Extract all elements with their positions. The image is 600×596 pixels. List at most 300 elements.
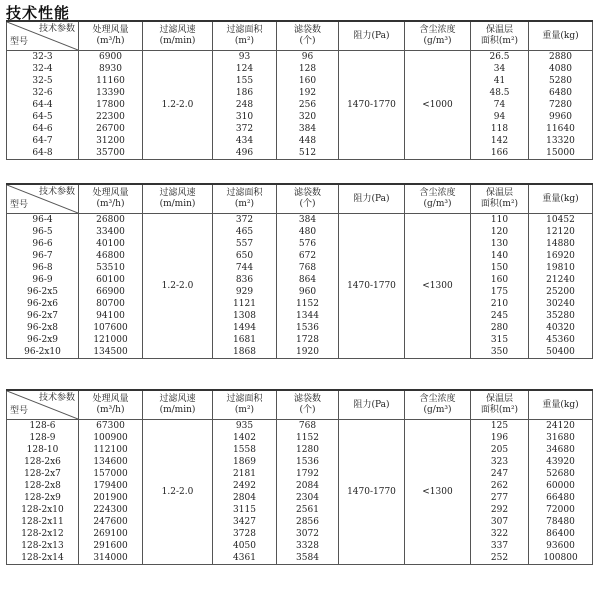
header-dust-line: 含尘浓度 bbox=[419, 188, 456, 198]
cell-bags: 960 bbox=[277, 286, 339, 298]
cell-airflow: 40100 bbox=[79, 238, 143, 250]
cell-airflow: 157000 bbox=[79, 468, 143, 480]
cell-airflow: 201900 bbox=[79, 492, 143, 504]
cell-model: 96-6 bbox=[7, 238, 79, 250]
cell-model: 64-8 bbox=[7, 147, 79, 160]
cell-airflow: 13390 bbox=[79, 87, 143, 99]
header-model: 型号 bbox=[10, 37, 29, 47]
header-velocity-line: (m/min) bbox=[159, 199, 196, 209]
table-row bbox=[7, 420, 593, 433]
cell-model: 32-4 bbox=[7, 63, 79, 75]
cell-model: 32-5 bbox=[7, 75, 79, 87]
cell-bags: 3328 bbox=[277, 540, 339, 552]
cell-weight: 86400 bbox=[529, 528, 593, 540]
cell-weight: 11640 bbox=[529, 123, 593, 135]
cell-velocity: 1.2-2.0 bbox=[143, 420, 213, 565]
cell-resistance: 1470-1770 bbox=[339, 51, 405, 160]
cell-weight: 50400 bbox=[529, 346, 593, 359]
cell-insulation: 41 bbox=[471, 75, 529, 87]
cell-area: 434 bbox=[213, 135, 277, 147]
table-row bbox=[7, 250, 593, 262]
cell-model: 64-5 bbox=[7, 111, 79, 123]
cell-area: 248 bbox=[213, 99, 277, 111]
cell-model: 128-2x8 bbox=[7, 480, 79, 492]
cell-weight: 19810 bbox=[529, 262, 593, 274]
spec-table bbox=[6, 20, 593, 160]
cell-insulation: 252 bbox=[471, 552, 529, 565]
table-row bbox=[7, 504, 593, 516]
cell-bags: 160 bbox=[277, 75, 339, 87]
cell-airflow: 11160 bbox=[79, 75, 143, 87]
header-resistance: 阻力(Pa) bbox=[339, 184, 405, 214]
cell-bags: 1536 bbox=[277, 322, 339, 334]
cell-insulation: 277 bbox=[471, 492, 529, 504]
header-bags-line: (个) bbox=[299, 199, 316, 209]
cell-insulation: 160 bbox=[471, 274, 529, 286]
spec-table bbox=[6, 183, 593, 359]
cell-airflow: 134500 bbox=[79, 346, 143, 359]
header-bags bbox=[277, 184, 339, 214]
cell-insulation: 120 bbox=[471, 226, 529, 238]
header-insulation-line: 保温层 bbox=[485, 188, 513, 198]
header-param-model bbox=[7, 184, 79, 214]
header-param: 技术参数 bbox=[38, 187, 75, 197]
cell-bags: 1536 bbox=[277, 456, 339, 468]
header-param-model bbox=[7, 390, 79, 420]
header-dust bbox=[405, 21, 471, 51]
cell-insulation: 166 bbox=[471, 147, 529, 160]
header-insulation-line: 面积(m²) bbox=[480, 36, 519, 46]
table-row bbox=[7, 528, 593, 540]
cell-area: 2804 bbox=[213, 492, 277, 504]
cell-airflow: 66900 bbox=[79, 286, 143, 298]
cell-bags: 1920 bbox=[277, 346, 339, 359]
cell-model: 96-8 bbox=[7, 262, 79, 274]
header-weight: 重量(kg) bbox=[529, 21, 593, 51]
cell-area: 4361 bbox=[213, 552, 277, 565]
cell-bags: 576 bbox=[277, 238, 339, 250]
header-area-line: (m²) bbox=[234, 405, 255, 415]
cell-insulation: 196 bbox=[471, 432, 529, 444]
cell-weight: 21240 bbox=[529, 274, 593, 286]
cell-area: 465 bbox=[213, 226, 277, 238]
cell-airflow: 107600 bbox=[79, 322, 143, 334]
header-bags-line: 滤袋数 bbox=[293, 188, 321, 198]
cell-bags: 256 bbox=[277, 99, 339, 111]
cell-area: 3115 bbox=[213, 504, 277, 516]
cell-insulation: 118 bbox=[471, 123, 529, 135]
cell-bags: 384 bbox=[277, 214, 339, 227]
cell-model: 64-7 bbox=[7, 135, 79, 147]
cell-airflow: 46800 bbox=[79, 250, 143, 262]
header-area bbox=[213, 390, 277, 420]
cell-weight: 16920 bbox=[529, 250, 593, 262]
header-insulation bbox=[471, 184, 529, 214]
cell-weight: 45360 bbox=[529, 334, 593, 346]
cell-bags: 2304 bbox=[277, 492, 339, 504]
cell-weight: 40320 bbox=[529, 322, 593, 334]
cell-area: 1681 bbox=[213, 334, 277, 346]
header-airflow-line: 处理风量 bbox=[92, 188, 129, 198]
cell-area: 557 bbox=[213, 238, 277, 250]
cell-insulation: 350 bbox=[471, 346, 529, 359]
cell-weight: 14880 bbox=[529, 238, 593, 250]
cell-insulation: 262 bbox=[471, 480, 529, 492]
cell-airflow: 112100 bbox=[79, 444, 143, 456]
cell-insulation: 48.5 bbox=[471, 87, 529, 99]
table-row bbox=[7, 346, 593, 359]
cell-weight: 9960 bbox=[529, 111, 593, 123]
table-row bbox=[7, 286, 593, 298]
cell-area: 744 bbox=[213, 262, 277, 274]
header-velocity bbox=[143, 21, 213, 51]
header-bags-line: 滤袋数 bbox=[293, 394, 321, 404]
cell-weight: 12120 bbox=[529, 226, 593, 238]
cell-insulation: 280 bbox=[471, 322, 529, 334]
cell-insulation: 94 bbox=[471, 111, 529, 123]
cell-airflow: 121000 bbox=[79, 334, 143, 346]
table-row bbox=[7, 480, 593, 492]
table-row bbox=[7, 322, 593, 334]
cell-model: 96-7 bbox=[7, 250, 79, 262]
table-row bbox=[7, 492, 593, 504]
cell-bags: 1792 bbox=[277, 468, 339, 480]
cell-airflow: 60100 bbox=[79, 274, 143, 286]
cell-airflow: 94100 bbox=[79, 310, 143, 322]
cell-airflow: 269100 bbox=[79, 528, 143, 540]
table-row bbox=[7, 516, 593, 528]
cell-area: 496 bbox=[213, 147, 277, 160]
header-bags-line: (个) bbox=[299, 36, 316, 46]
cell-airflow: 80700 bbox=[79, 298, 143, 310]
cell-model: 96-2x7 bbox=[7, 310, 79, 322]
table-row bbox=[7, 432, 593, 444]
cell-model: 128-2x11 bbox=[7, 516, 79, 528]
cell-insulation: 247 bbox=[471, 468, 529, 480]
cell-dust: <1300 bbox=[405, 214, 471, 359]
cell-model: 96-2x8 bbox=[7, 322, 79, 334]
cell-area: 1402 bbox=[213, 432, 277, 444]
cell-model: 64-4 bbox=[7, 99, 79, 111]
table-row bbox=[7, 552, 593, 565]
cell-bags: 320 bbox=[277, 111, 339, 123]
header-model: 型号 bbox=[10, 406, 29, 416]
cell-model: 96-5 bbox=[7, 226, 79, 238]
cell-bags: 3584 bbox=[277, 552, 339, 565]
cell-airflow: 31200 bbox=[79, 135, 143, 147]
header-param: 技术参数 bbox=[38, 24, 75, 34]
cell-airflow: 26800 bbox=[79, 214, 143, 227]
cell-model: 128-2x13 bbox=[7, 540, 79, 552]
cell-bags: 1728 bbox=[277, 334, 339, 346]
header-weight: 重量(kg) bbox=[529, 184, 593, 214]
cell-model: 96-2x10 bbox=[7, 346, 79, 359]
cell-insulation: 110 bbox=[471, 214, 529, 227]
cell-weight: 10452 bbox=[529, 214, 593, 227]
header-area-line: 过滤面积 bbox=[226, 25, 263, 35]
header-insulation bbox=[471, 21, 529, 51]
cell-weight: 6480 bbox=[529, 87, 593, 99]
cell-bags: 768 bbox=[277, 420, 339, 433]
cell-area: 3427 bbox=[213, 516, 277, 528]
table-row bbox=[7, 87, 593, 99]
cell-area: 1869 bbox=[213, 456, 277, 468]
header-airflow bbox=[79, 390, 143, 420]
table-row bbox=[7, 75, 593, 87]
cell-resistance: 1470-1770 bbox=[339, 214, 405, 359]
cell-insulation: 307 bbox=[471, 516, 529, 528]
header-dust-line: (g/m³) bbox=[423, 199, 452, 209]
header-resistance: 阻力(Pa) bbox=[339, 21, 405, 51]
cell-velocity: 1.2-2.0 bbox=[143, 214, 213, 359]
header-param-model bbox=[7, 21, 79, 51]
header-bags bbox=[277, 21, 339, 51]
cell-weight: 35280 bbox=[529, 310, 593, 322]
table-row bbox=[7, 456, 593, 468]
cell-model: 64-6 bbox=[7, 123, 79, 135]
cell-model: 96-2x6 bbox=[7, 298, 79, 310]
cell-bags: 3072 bbox=[277, 528, 339, 540]
cell-area: 1558 bbox=[213, 444, 277, 456]
cell-bags: 768 bbox=[277, 262, 339, 274]
cell-model: 128-2x7 bbox=[7, 468, 79, 480]
cell-weight: 43920 bbox=[529, 456, 593, 468]
cell-area: 155 bbox=[213, 75, 277, 87]
cell-weight: 13320 bbox=[529, 135, 593, 147]
table-row bbox=[7, 540, 593, 552]
cell-area: 2492 bbox=[213, 480, 277, 492]
table-row bbox=[7, 262, 593, 274]
cell-airflow: 17800 bbox=[79, 99, 143, 111]
header-row bbox=[7, 184, 593, 214]
header-velocity bbox=[143, 390, 213, 420]
header-velocity bbox=[143, 184, 213, 214]
cell-area: 836 bbox=[213, 274, 277, 286]
cell-airflow: 314000 bbox=[79, 552, 143, 565]
cell-bags: 96 bbox=[277, 51, 339, 64]
cell-airflow: 33400 bbox=[79, 226, 143, 238]
cell-model: 96-2x5 bbox=[7, 286, 79, 298]
cell-weight: 34680 bbox=[529, 444, 593, 456]
cell-area: 1308 bbox=[213, 310, 277, 322]
header-row bbox=[7, 390, 593, 420]
cell-bags: 128 bbox=[277, 63, 339, 75]
cell-bags: 2856 bbox=[277, 516, 339, 528]
cell-airflow: 100900 bbox=[79, 432, 143, 444]
table-row bbox=[7, 135, 593, 147]
header-area-line: (m²) bbox=[234, 36, 255, 46]
cell-airflow: 53510 bbox=[79, 262, 143, 274]
cell-weight: 2880 bbox=[529, 51, 593, 64]
header-model: 型号 bbox=[10, 200, 29, 210]
cell-area: 372 bbox=[213, 123, 277, 135]
cell-bags: 672 bbox=[277, 250, 339, 262]
cell-bags: 448 bbox=[277, 135, 339, 147]
header-airflow-line: (m³/h) bbox=[96, 405, 125, 415]
cell-area: 1494 bbox=[213, 322, 277, 334]
cell-weight: 5280 bbox=[529, 75, 593, 87]
table-row bbox=[7, 226, 593, 238]
cell-area: 372 bbox=[213, 214, 277, 227]
cell-bags: 2084 bbox=[277, 480, 339, 492]
table-row bbox=[7, 334, 593, 346]
cell-weight: 7280 bbox=[529, 99, 593, 111]
header-insulation-line: 保温层 bbox=[485, 394, 513, 404]
header-velocity-line: (m/min) bbox=[159, 405, 196, 415]
cell-weight: 30240 bbox=[529, 298, 593, 310]
header-bags bbox=[277, 390, 339, 420]
cell-insulation: 337 bbox=[471, 540, 529, 552]
cell-weight: 66480 bbox=[529, 492, 593, 504]
table-row bbox=[7, 51, 593, 64]
cell-insulation: 322 bbox=[471, 528, 529, 540]
cell-weight: 78480 bbox=[529, 516, 593, 528]
cell-insulation: 125 bbox=[471, 420, 529, 433]
cell-airflow: 35700 bbox=[79, 147, 143, 160]
cell-area: 2181 bbox=[213, 468, 277, 480]
cell-insulation: 175 bbox=[471, 286, 529, 298]
header-airflow-line: 处理风量 bbox=[92, 25, 129, 35]
header-area-line: (m²) bbox=[234, 199, 255, 209]
cell-insulation: 140 bbox=[471, 250, 529, 262]
cell-airflow: 224300 bbox=[79, 504, 143, 516]
cell-bags: 1152 bbox=[277, 432, 339, 444]
cell-model: 128-2x12 bbox=[7, 528, 79, 540]
cell-velocity: 1.2-2.0 bbox=[143, 51, 213, 160]
header-airflow bbox=[79, 21, 143, 51]
cell-area: 310 bbox=[213, 111, 277, 123]
header-resistance: 阻力(Pa) bbox=[339, 390, 405, 420]
header-insulation-line: 保温层 bbox=[485, 25, 513, 35]
header-dust-line: 含尘浓度 bbox=[419, 394, 456, 404]
header-row bbox=[7, 21, 593, 51]
cell-insulation: 74 bbox=[471, 99, 529, 111]
cell-airflow: 247600 bbox=[79, 516, 143, 528]
header-airflow-line: (m³/h) bbox=[96, 199, 125, 209]
header-airflow-line: 处理风量 bbox=[92, 394, 129, 404]
table-row bbox=[7, 468, 593, 480]
table-row bbox=[7, 99, 593, 111]
cell-area: 650 bbox=[213, 250, 277, 262]
cell-area: 929 bbox=[213, 286, 277, 298]
cell-model: 32-6 bbox=[7, 87, 79, 99]
cell-insulation: 315 bbox=[471, 334, 529, 346]
cell-weight: 60000 bbox=[529, 480, 593, 492]
cell-insulation: 34 bbox=[471, 63, 529, 75]
cell-insulation: 130 bbox=[471, 238, 529, 250]
header-velocity-line: 过滤风速 bbox=[159, 188, 196, 198]
cell-weight: 24120 bbox=[529, 420, 593, 433]
cell-airflow: 67300 bbox=[79, 420, 143, 433]
cell-model: 128-2x14 bbox=[7, 552, 79, 565]
header-weight: 重量(kg) bbox=[529, 390, 593, 420]
cell-airflow: 134600 bbox=[79, 456, 143, 468]
table-row bbox=[7, 298, 593, 310]
table-row bbox=[7, 63, 593, 75]
header-insulation bbox=[471, 390, 529, 420]
cell-insulation: 210 bbox=[471, 298, 529, 310]
table-row bbox=[7, 444, 593, 456]
cell-insulation: 292 bbox=[471, 504, 529, 516]
header-insulation-line: 面积(m²) bbox=[480, 199, 519, 209]
cell-model: 96-2x9 bbox=[7, 334, 79, 346]
cell-model: 32-3 bbox=[7, 51, 79, 64]
header-dust-line: (g/m³) bbox=[423, 36, 452, 46]
header-velocity-line: (m/min) bbox=[159, 36, 196, 46]
header-area-line: 过滤面积 bbox=[226, 188, 263, 198]
cell-weight: 15000 bbox=[529, 147, 593, 160]
header-airflow-line: (m³/h) bbox=[96, 36, 125, 46]
cell-bags: 192 bbox=[277, 87, 339, 99]
cell-area: 1868 bbox=[213, 346, 277, 359]
cell-model: 128-6 bbox=[7, 420, 79, 433]
cell-weight: 52680 bbox=[529, 468, 593, 480]
header-area bbox=[213, 184, 277, 214]
cell-insulation: 245 bbox=[471, 310, 529, 322]
header-dust bbox=[405, 184, 471, 214]
table-row bbox=[7, 147, 593, 160]
cell-model: 96-4 bbox=[7, 214, 79, 227]
cell-resistance: 1470-1770 bbox=[339, 420, 405, 565]
header-insulation-line: 面积(m²) bbox=[480, 405, 519, 415]
header-dust-line: (g/m³) bbox=[423, 405, 452, 415]
cell-model: 128-9 bbox=[7, 432, 79, 444]
cell-weight: 100800 bbox=[529, 552, 593, 565]
header-dust bbox=[405, 390, 471, 420]
cell-area: 186 bbox=[213, 87, 277, 99]
header-velocity-line: 过滤风速 bbox=[159, 394, 196, 404]
table-row bbox=[7, 238, 593, 250]
cell-insulation: 205 bbox=[471, 444, 529, 456]
cell-dust: <1000 bbox=[405, 51, 471, 160]
cell-area: 935 bbox=[213, 420, 277, 433]
cell-weight: 72000 bbox=[529, 504, 593, 516]
cell-model: 128-2x9 bbox=[7, 492, 79, 504]
table-row bbox=[7, 310, 593, 322]
cell-airflow: 8930 bbox=[79, 63, 143, 75]
cell-airflow: 291600 bbox=[79, 540, 143, 552]
cell-dust: <1300 bbox=[405, 420, 471, 565]
header-area bbox=[213, 21, 277, 51]
header-velocity-line: 过滤风速 bbox=[159, 25, 196, 35]
table-row bbox=[7, 274, 593, 286]
cell-weight: 25200 bbox=[529, 286, 593, 298]
header-bags-line: 滤袋数 bbox=[293, 25, 321, 35]
cell-insulation: 150 bbox=[471, 262, 529, 274]
cell-bags: 1152 bbox=[277, 298, 339, 310]
cell-area: 3728 bbox=[213, 528, 277, 540]
table-row bbox=[7, 111, 593, 123]
cell-airflow: 179400 bbox=[79, 480, 143, 492]
spec-table bbox=[6, 389, 593, 565]
cell-weight: 31680 bbox=[529, 432, 593, 444]
cell-bags: 1280 bbox=[277, 444, 339, 456]
cell-airflow: 6900 bbox=[79, 51, 143, 64]
header-param: 技术参数 bbox=[38, 393, 75, 403]
cell-airflow: 22300 bbox=[79, 111, 143, 123]
page-title: 技术性能 bbox=[6, 4, 71, 22]
cell-area: 124 bbox=[213, 63, 277, 75]
header-area-line: 过滤面积 bbox=[226, 394, 263, 404]
header-dust-line: 含尘浓度 bbox=[419, 25, 456, 35]
cell-weight: 93600 bbox=[529, 540, 593, 552]
cell-area: 4050 bbox=[213, 540, 277, 552]
cell-area: 93 bbox=[213, 51, 277, 64]
cell-model: 128-2x10 bbox=[7, 504, 79, 516]
cell-insulation: 323 bbox=[471, 456, 529, 468]
header-bags-line: (个) bbox=[299, 405, 316, 415]
cell-bags: 864 bbox=[277, 274, 339, 286]
